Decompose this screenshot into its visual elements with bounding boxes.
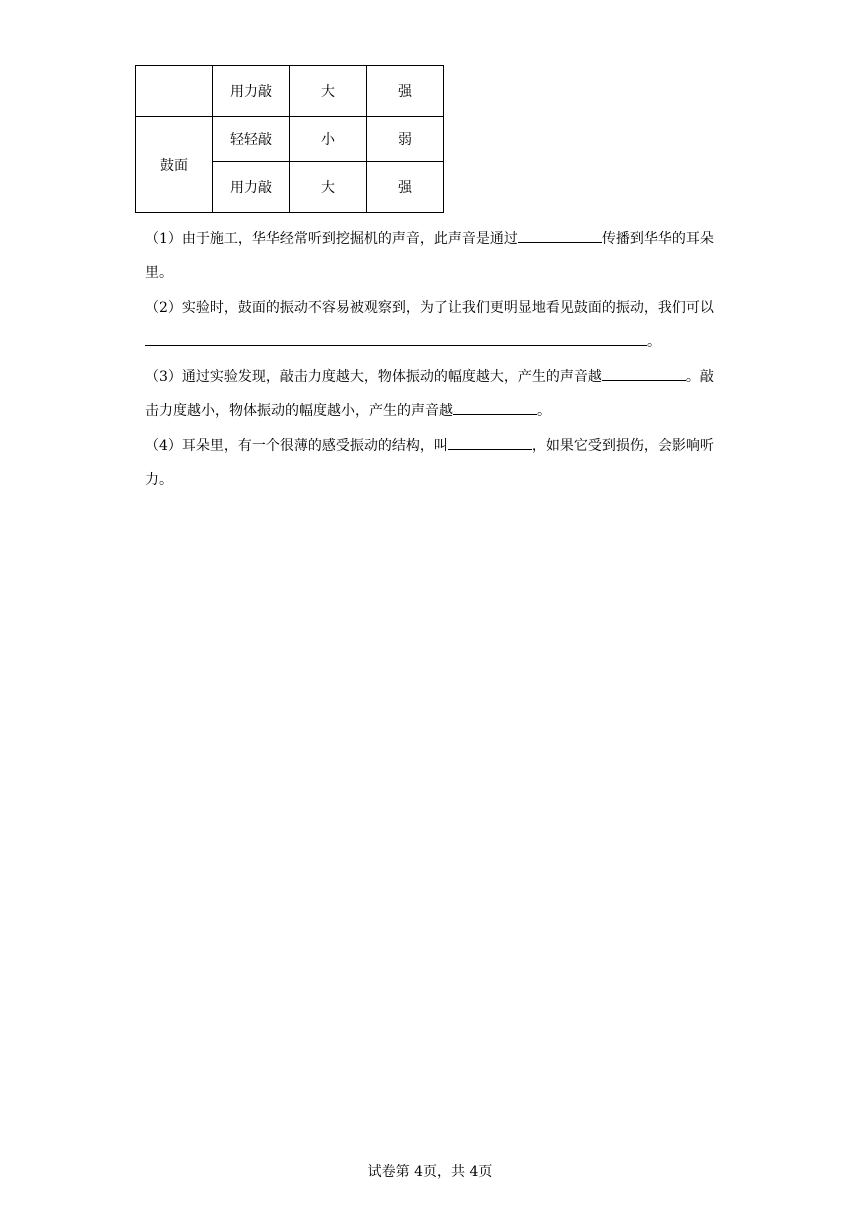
table-cell: 弱: [367, 117, 444, 162]
table-cell: 轻轻敲: [213, 117, 290, 162]
question-3: [145, 360, 725, 428]
answer-blank-3a[interactable]: [602, 362, 686, 381]
question-2-text: （2）实验时，鼓面的振动不容易被观察到，为了让我们更明显地看见鼓面的振动，我们可以: [145, 300, 714, 316]
table-cell: 小: [290, 117, 367, 162]
answer-blank-4[interactable]: [448, 431, 532, 450]
answer-blank-2[interactable]: [145, 327, 647, 346]
table-row: [136, 66, 444, 117]
answer-blank-3b[interactable]: [453, 396, 537, 415]
experiment-table: [135, 65, 444, 213]
question-3-text: （3）通过实验发现，敲击力度越大，物体振动的幅度越大，产生的声音越: [145, 369, 602, 385]
question-1-text: （1）由于施工，华华经常听到挖掘机的声音，此声音是通过: [145, 231, 518, 247]
table-cell: [136, 66, 213, 117]
table-cell: 强: [367, 162, 444, 213]
table-cell: 用力敲: [213, 162, 290, 213]
question-list: [145, 222, 725, 498]
question-1: [145, 222, 725, 290]
question-2: [145, 291, 725, 359]
table-cell: 强: [367, 66, 444, 117]
question-4-text-after: ，如果它受到损伤，会影响听力。: [145, 438, 714, 488]
table-cell-drumhead: 鼓面: [136, 117, 213, 213]
table-row: [136, 117, 444, 162]
question-4: [145, 429, 725, 497]
question-4-text: （4）耳朵里，有一个很薄的感受振动的结构，叫: [145, 438, 448, 454]
question-3-text-middle: 。敲击力度越小，物体振动的幅度越小，产生的声音越: [145, 369, 714, 419]
table-cell: 大: [290, 162, 367, 213]
question-3-text-end: 。: [537, 403, 551, 419]
table-cell: 用力敲: [213, 66, 290, 117]
answer-blank-1[interactable]: [518, 224, 602, 243]
question-2-text-after: 。: [647, 334, 661, 350]
page-footer: 试卷第 4页，共 4页: [367, 1164, 493, 1180]
table-cell: 大: [290, 66, 367, 117]
question-1-text-after: 传播到华华的耳朵里。: [145, 231, 714, 281]
